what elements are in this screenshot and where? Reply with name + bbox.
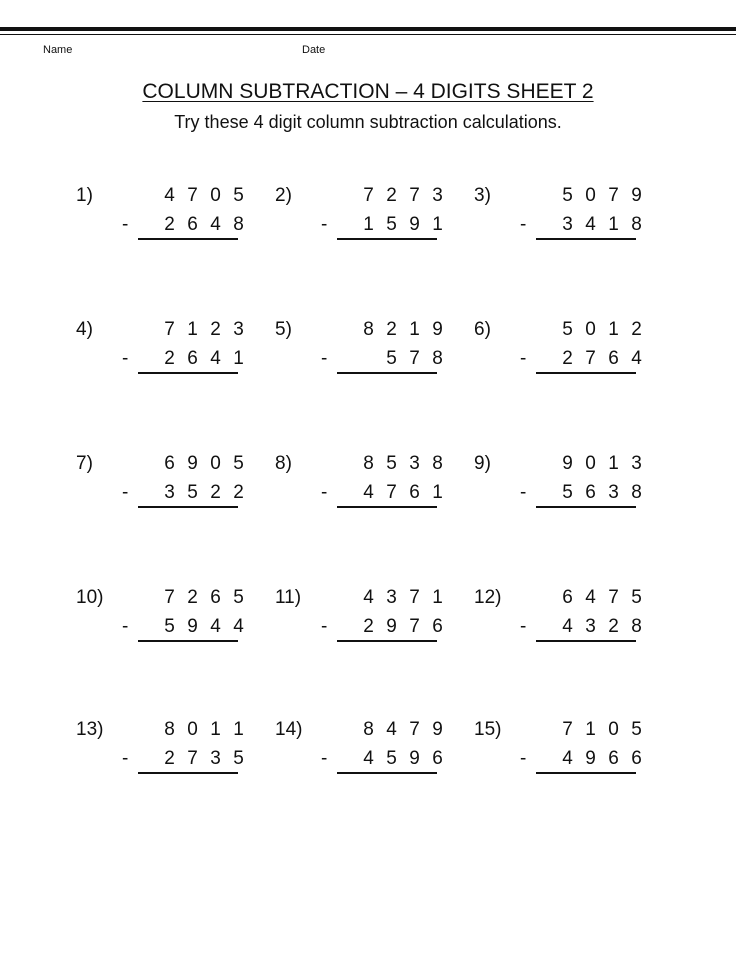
minuend-digit: 7 xyxy=(409,185,420,206)
minuend-digit: 7 xyxy=(608,185,619,206)
subtrahend-digit: 1 xyxy=(432,482,443,503)
subtrahend xyxy=(138,615,250,639)
subtrahend-digit: 4 xyxy=(363,482,374,503)
subtrahend-digit: 3 xyxy=(608,482,619,503)
minuend-digit: 2 xyxy=(386,185,397,206)
subtraction-problem xyxy=(76,586,266,656)
subtrahend-digit: 7 xyxy=(409,616,420,637)
subtrahend-digit: 6 xyxy=(432,748,443,769)
subtrahend xyxy=(337,213,449,237)
minuend-digit: 3 xyxy=(233,319,244,340)
subtrahend-digit: 2 xyxy=(164,748,175,769)
subtrahend-digit: 6 xyxy=(631,748,642,769)
subtrahend-digit: 4 xyxy=(631,348,642,369)
minuend-digit: 2 xyxy=(631,319,642,340)
minuend-digit: 5 xyxy=(233,587,244,608)
subtrahend-digit: 5 xyxy=(233,748,244,769)
subtraction-problem xyxy=(275,184,465,254)
answer-line xyxy=(536,506,636,508)
subtrahend-digit: 2 xyxy=(233,482,244,503)
subtrahend-digit: 2 xyxy=(363,616,374,637)
subtrahend-digit: 8 xyxy=(233,214,244,235)
minuend-digit: 9 xyxy=(562,453,573,474)
date-label: Date xyxy=(302,44,326,56)
minuend-digit: 7 xyxy=(608,587,619,608)
minuend-digit: 5 xyxy=(562,185,573,206)
subtrahend xyxy=(536,615,648,639)
subtrahend-digit: 7 xyxy=(386,482,397,503)
subtrahend-digit: 5 xyxy=(187,482,198,503)
subtrahend xyxy=(138,347,250,371)
subtrahend xyxy=(536,747,648,771)
subtrahend-digit: 3 xyxy=(585,616,596,637)
subtrahend-digit: 3 xyxy=(562,214,573,235)
minuend-digit: 3 xyxy=(432,185,443,206)
minuend-digit: 9 xyxy=(432,719,443,740)
minuend-digit: 7 xyxy=(409,587,420,608)
answer-line xyxy=(337,238,437,240)
subtraction-problem xyxy=(76,184,266,254)
problem-number: 7) xyxy=(76,453,93,474)
minuend-digit: 0 xyxy=(608,719,619,740)
subtrahend-digit: 5 xyxy=(386,348,397,369)
answer-line xyxy=(138,506,238,508)
minuend-digit: 5 xyxy=(562,319,573,340)
minus-sign: - xyxy=(321,616,328,637)
problem-number: 1) xyxy=(76,185,93,206)
answer-line xyxy=(337,372,437,374)
answer-line xyxy=(337,772,437,774)
subtrahend xyxy=(337,481,449,505)
minuend-digit: 8 xyxy=(363,453,374,474)
minuend-digit: 6 xyxy=(562,587,573,608)
minuend xyxy=(536,318,648,342)
subtrahend-digit: 2 xyxy=(562,348,573,369)
subtrahend-digit: 8 xyxy=(631,214,642,235)
problem-number: 5) xyxy=(275,319,292,340)
subtrahend-digit: 2 xyxy=(164,214,175,235)
minuend-digit: 6 xyxy=(164,453,175,474)
minuend xyxy=(536,452,648,476)
subtrahend-digit: 8 xyxy=(631,482,642,503)
subtrahend-digit: 4 xyxy=(210,348,221,369)
minus-sign: - xyxy=(321,748,328,769)
problem-number: 15) xyxy=(474,719,502,740)
subtraction-problem xyxy=(275,452,465,522)
problem-number: 13) xyxy=(76,719,104,740)
subtraction-problem xyxy=(474,586,664,656)
minuend-digit: 0 xyxy=(187,719,198,740)
minuend xyxy=(138,586,250,610)
problem-number: 11) xyxy=(275,587,302,608)
minus-sign: - xyxy=(122,348,129,369)
answer-line xyxy=(536,238,636,240)
subtrahend xyxy=(138,213,250,237)
subtrahend-digit: 4 xyxy=(363,748,374,769)
answer-line xyxy=(138,772,238,774)
minuend-digit: 8 xyxy=(363,719,374,740)
minuend-digit: 7 xyxy=(363,185,374,206)
minuend xyxy=(337,718,449,742)
subtrahend-digit: 8 xyxy=(432,348,443,369)
minuend-digit: 5 xyxy=(631,587,642,608)
subtrahend-digit: 4 xyxy=(210,214,221,235)
minuend-digit: 7 xyxy=(187,185,198,206)
minus-sign: - xyxy=(321,482,328,503)
subtrahend-digit: 4 xyxy=(210,616,221,637)
subtraction-problem xyxy=(474,452,664,522)
problem-number: 6) xyxy=(474,319,491,340)
minuend-digit: 0 xyxy=(585,453,596,474)
minuend-digit: 5 xyxy=(233,185,244,206)
problem-number: 8) xyxy=(275,453,292,474)
minuend xyxy=(138,718,250,742)
minuend-digit: 0 xyxy=(585,319,596,340)
subtrahend-digit: 9 xyxy=(409,214,420,235)
subtraction-problem xyxy=(275,718,465,788)
subtrahend xyxy=(536,481,648,505)
subtrahend-digit: 6 xyxy=(608,748,619,769)
name-label: Name xyxy=(43,44,73,56)
minus-sign: - xyxy=(520,348,527,369)
minus-sign: - xyxy=(520,748,527,769)
subtrahend-digit: 6 xyxy=(187,214,198,235)
minuend-digit: 7 xyxy=(164,587,175,608)
minuend-digit: 1 xyxy=(432,587,443,608)
problem-number: 4) xyxy=(76,319,93,340)
minus-sign: - xyxy=(122,748,129,769)
minuend-digit: 3 xyxy=(386,587,397,608)
minuend xyxy=(337,184,449,208)
subtrahend-digit: 5 xyxy=(562,482,573,503)
minuend-digit: 9 xyxy=(432,319,443,340)
minuend-digit: 4 xyxy=(363,587,374,608)
answer-line xyxy=(138,372,238,374)
subtrahend xyxy=(536,213,648,237)
minuend xyxy=(536,718,648,742)
minuend-digit: 8 xyxy=(164,719,175,740)
subtrahend-digit: 3 xyxy=(164,482,175,503)
subtraction-problem xyxy=(474,184,664,254)
minuend-digit: 9 xyxy=(187,453,198,474)
minuend-digit: 4 xyxy=(585,587,596,608)
subtrahend xyxy=(337,615,449,639)
subtraction-problem xyxy=(474,318,664,388)
subtrahend-digit: 1 xyxy=(608,214,619,235)
minuend-digit: 8 xyxy=(363,319,374,340)
minuend-digit: 1 xyxy=(210,719,221,740)
minuend-digit: 1 xyxy=(233,719,244,740)
minuend-digit: 6 xyxy=(210,587,221,608)
minuend xyxy=(337,586,449,610)
subtrahend-digit: 2 xyxy=(608,616,619,637)
subtrahend-digit: 7 xyxy=(187,748,198,769)
top-border-thick xyxy=(0,27,736,31)
problem-number: 12) xyxy=(474,587,502,608)
subtraction-problem xyxy=(76,452,266,522)
problem-number: 2) xyxy=(275,185,292,206)
subtrahend xyxy=(138,747,250,771)
minuend-digit: 1 xyxy=(608,453,619,474)
subtrahend-digit: 3 xyxy=(210,748,221,769)
subtrahend-digit: 6 xyxy=(409,482,420,503)
subtrahend-digit: 4 xyxy=(585,214,596,235)
worksheet-title xyxy=(0,79,736,105)
subtrahend-digit: 9 xyxy=(585,748,596,769)
minus-sign: - xyxy=(122,616,129,637)
worksheet-title-text: COLUMN SUBTRACTION – 4 DIGITS SHEET 2 xyxy=(142,80,594,103)
subtrahend-digit: 6 xyxy=(585,482,596,503)
answer-line xyxy=(536,372,636,374)
subtraction-problem xyxy=(275,586,465,656)
problem-number: 10) xyxy=(76,587,104,608)
subtrahend-digit: 4 xyxy=(562,616,573,637)
minuend-digit: 8 xyxy=(432,453,443,474)
subtrahend-digit: 1 xyxy=(363,214,374,235)
minuend-digit: 5 xyxy=(631,719,642,740)
subtrahend-digit: 6 xyxy=(608,348,619,369)
minuend-digit: 4 xyxy=(386,719,397,740)
minuend-digit: 5 xyxy=(386,453,397,474)
answer-line xyxy=(337,506,437,508)
minuend-digit: 0 xyxy=(585,185,596,206)
minus-sign: - xyxy=(122,482,129,503)
minuend xyxy=(337,318,449,342)
subtrahend-digit: 7 xyxy=(409,348,420,369)
subtrahend-digit: 2 xyxy=(210,482,221,503)
minuend xyxy=(138,318,250,342)
minuend-digit: 7 xyxy=(409,719,420,740)
minus-sign: - xyxy=(122,214,129,235)
minuend xyxy=(536,586,648,610)
answer-line xyxy=(138,238,238,240)
answer-line xyxy=(536,772,636,774)
subtrahend-digit xyxy=(357,347,380,371)
subtrahend-digit: 8 xyxy=(631,616,642,637)
problem-number: 14) xyxy=(275,719,303,740)
subtrahend-digit: 4 xyxy=(233,616,244,637)
minuend-digit: 1 xyxy=(585,719,596,740)
answer-line xyxy=(138,640,238,642)
subtrahend-digit: 1 xyxy=(432,214,443,235)
minuend-digit: 3 xyxy=(409,453,420,474)
minus-sign: - xyxy=(520,214,527,235)
minus-sign: - xyxy=(520,482,527,503)
minus-sign: - xyxy=(321,214,328,235)
subtrahend-digit: 9 xyxy=(386,616,397,637)
minuend-digit: 3 xyxy=(631,453,642,474)
minuend-digit: 4 xyxy=(164,185,175,206)
minuend-digit: 1 xyxy=(608,319,619,340)
subtrahend-digit: 1 xyxy=(233,348,244,369)
subtraction-problem xyxy=(76,318,266,388)
subtraction-problem xyxy=(275,318,465,388)
subtrahend-digit: 2 xyxy=(164,348,175,369)
subtrahend-digit: 9 xyxy=(409,748,420,769)
problem-number: 3) xyxy=(474,185,491,206)
minuend-digit: 9 xyxy=(631,185,642,206)
minuend xyxy=(138,452,250,476)
worksheet-instructions: Try these 4 digit column subtraction calculations. xyxy=(174,112,562,132)
problem-number: 9) xyxy=(474,453,491,474)
subtrahend xyxy=(536,347,648,371)
subtrahend-digit: 6 xyxy=(187,348,198,369)
minuend xyxy=(337,452,449,476)
minuend-digit: 2 xyxy=(386,319,397,340)
minuend-digit: 7 xyxy=(562,719,573,740)
minuend xyxy=(138,184,250,208)
minuend-digit: 2 xyxy=(210,319,221,340)
subtrahend xyxy=(138,481,250,505)
subtrahend xyxy=(337,747,449,771)
minuend-digit: 7 xyxy=(164,319,175,340)
answer-line xyxy=(337,640,437,642)
subtrahend-digit: 5 xyxy=(386,214,397,235)
subtraction-problem xyxy=(474,718,664,788)
subtraction-problem xyxy=(76,718,266,788)
minuend-digit: 0 xyxy=(210,185,221,206)
minuend-digit: 2 xyxy=(187,587,198,608)
subtrahend-digit: 6 xyxy=(432,616,443,637)
minuend-digit: 5 xyxy=(233,453,244,474)
subtrahend-digit: 9 xyxy=(187,616,198,637)
answer-line xyxy=(536,640,636,642)
subtrahend xyxy=(337,347,449,371)
minus-sign: - xyxy=(520,616,527,637)
minuend-digit: 1 xyxy=(187,319,198,340)
subtrahend-digit: 7 xyxy=(585,348,596,369)
minuend-digit: 1 xyxy=(409,319,420,340)
minuend xyxy=(536,184,648,208)
subtrahend-digit: 5 xyxy=(386,748,397,769)
subtrahend-digit: 4 xyxy=(562,748,573,769)
minuend-digit: 0 xyxy=(210,453,221,474)
top-border-thin xyxy=(0,34,736,35)
subtrahend-digit: 5 xyxy=(164,616,175,637)
minus-sign: - xyxy=(321,348,328,369)
